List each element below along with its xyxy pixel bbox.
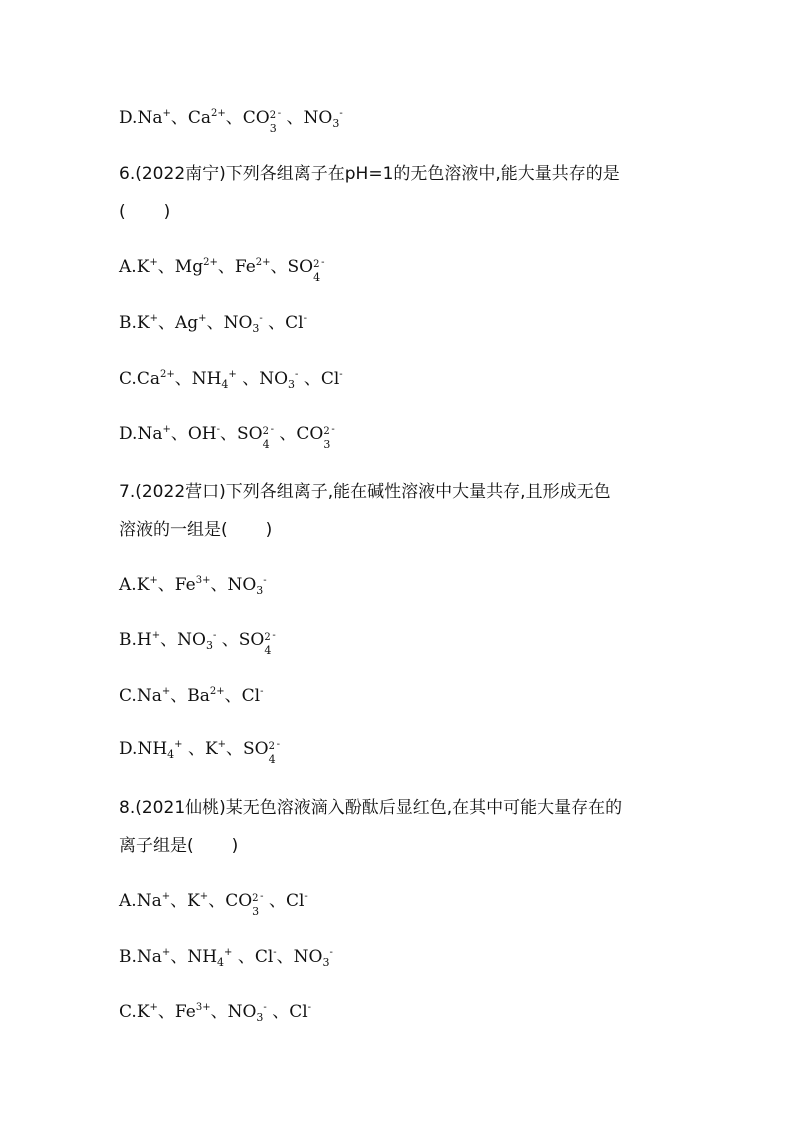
- ion-nh4: $NH_4^+$: [191, 369, 237, 391]
- q6-option-a: A.K+、$Mg^{2+}$、$Fe^{2+}$、SO 2 4 -: [119, 257, 325, 284]
- ion-no3: $NO_3^-$: [227, 1002, 267, 1024]
- q7-stem-line2: 溶液的一组是( ): [119, 520, 273, 540]
- ion-na: Na+: [137, 108, 171, 128]
- q8-option-a: A.Na+、K+、CO 2 3 - 、Cl-: [119, 891, 308, 918]
- q8-stem-line2: 离子组是( ): [119, 836, 239, 856]
- q6-option-b: B.K+、Ag+、$NO_3^-$ 、Cl-: [119, 313, 308, 335]
- question-text: 下列各组离子在pH=1的无色溶液中,能大量共存的是: [225, 164, 620, 184]
- ion-h: H+: [136, 630, 161, 650]
- ion-fe3: $Fe^{3+}$: [174, 575, 211, 595]
- question-source: (2022南宁): [135, 164, 226, 184]
- q7-option-a: A.K+、$Fe^{3+}$、$NO_3^-$: [119, 575, 267, 597]
- ion-so4: SO 2 4 -: [238, 630, 276, 657]
- ion-no3: $NO_3^-$: [223, 313, 263, 335]
- ion-na: Na+: [136, 891, 171, 911]
- ion-cl: Cl-: [285, 891, 308, 911]
- question-text: 下列各组离子,能在碱性溶液中大量共存,且形成无色: [225, 482, 611, 502]
- question-number: 8.: [119, 798, 136, 818]
- q7-option-c: C.Na+、$Ba^{2+}$、Cl-: [119, 686, 264, 706]
- q8-option-b: B.Na+、$NH_4^+$ 、Cl-、$NO_3^-$: [119, 947, 333, 969]
- ion-na: Na+: [136, 947, 171, 967]
- ion-ba: $Ba^{2+}$: [187, 686, 225, 706]
- ion-co3: CO 2 3 -: [242, 108, 282, 135]
- q6-option-d: D.Na+、OH-、SO 2 4 - 、CO 2 3 -: [119, 424, 335, 451]
- ion-fe3: $Fe^{3+}$: [174, 1002, 211, 1022]
- ion-cl: Cl-: [289, 1002, 312, 1022]
- q7-option-b: B.H+、$NO_3^-$ 、SO 2 4 -: [119, 630, 276, 657]
- ion-co3: CO 2 3 -: [296, 424, 335, 451]
- q6-answer-blank: ( ): [119, 202, 171, 222]
- ion-no3: $NO_3^-$: [293, 947, 333, 969]
- question-text: 某无色溶液滴入酚酞后显红色,在其中可能大量存在的: [225, 798, 623, 818]
- ion-no3: $NO_3^-$: [259, 369, 299, 391]
- ion-mg: $Mg^{2+}$: [174, 257, 218, 277]
- ion-nh4: $NH_4^+$: [137, 739, 183, 761]
- ion-so4: SO 2 4 -: [243, 739, 281, 766]
- ion-ca: $Ca^{2+}$: [187, 108, 226, 128]
- ion-co3: CO 2 3 -: [225, 891, 264, 918]
- q8-stem-line1: [119, 797, 622, 819]
- q6-option-c: $C.Ca^{2+}$、$NH_4^+$ 、$NO_3^-$ 、Cl-: [119, 369, 343, 391]
- ion-cl: Cl-: [254, 947, 277, 967]
- ion-cl: Cl-: [320, 369, 343, 389]
- question-source: (2021仙桃): [135, 798, 226, 818]
- ion-na: Na+: [137, 424, 171, 444]
- ion-na: Na+: [136, 686, 171, 706]
- question-number: 6.: [119, 164, 136, 184]
- q5-option-d: D.Na+、$Ca^{2+}$、CO 2 3 - 、$NO_3^-$: [119, 108, 343, 135]
- ion-no3: $NO_3^-$: [227, 575, 267, 597]
- ion-k: K+: [136, 575, 158, 595]
- ion-k: K+: [187, 891, 209, 911]
- ion-so4: SO 2 4 -: [287, 257, 325, 284]
- ion-k: K+: [204, 739, 227, 759]
- ion-nh4: $NH_4^+$: [187, 947, 233, 969]
- q7-option-d: $D.NH_4^+$ 、K+、SO 2 4 -: [119, 739, 281, 766]
- ion-k: K+: [136, 257, 158, 277]
- q7-stem-line1: [119, 481, 611, 503]
- ion-cl: Cl-: [241, 686, 264, 706]
- question-number: 7.: [119, 482, 136, 502]
- ion-k: K+: [136, 313, 158, 333]
- ion-no3: $NO_3^-$: [177, 630, 217, 652]
- ion-so4: SO 2 4 -: [237, 424, 274, 451]
- q6-stem: [119, 163, 620, 185]
- ion-no3: $NO_3^-$: [303, 108, 343, 130]
- ion-cl: Cl-: [285, 313, 308, 333]
- ion-ag: Ag+: [175, 313, 207, 333]
- question-source: (2022营口): [135, 482, 226, 502]
- ion-oh: OH-: [187, 424, 220, 444]
- option-label: D.: [119, 108, 138, 128]
- ion-ca: $Ca^{2+}$: [136, 369, 175, 389]
- ion-fe2: $Fe^{2+}$: [234, 257, 271, 277]
- q8-option-c: C.K+、$Fe^{3+}$、$NO_3^-$ 、Cl-: [119, 1002, 312, 1024]
- ion-k: K+: [136, 1002, 158, 1022]
